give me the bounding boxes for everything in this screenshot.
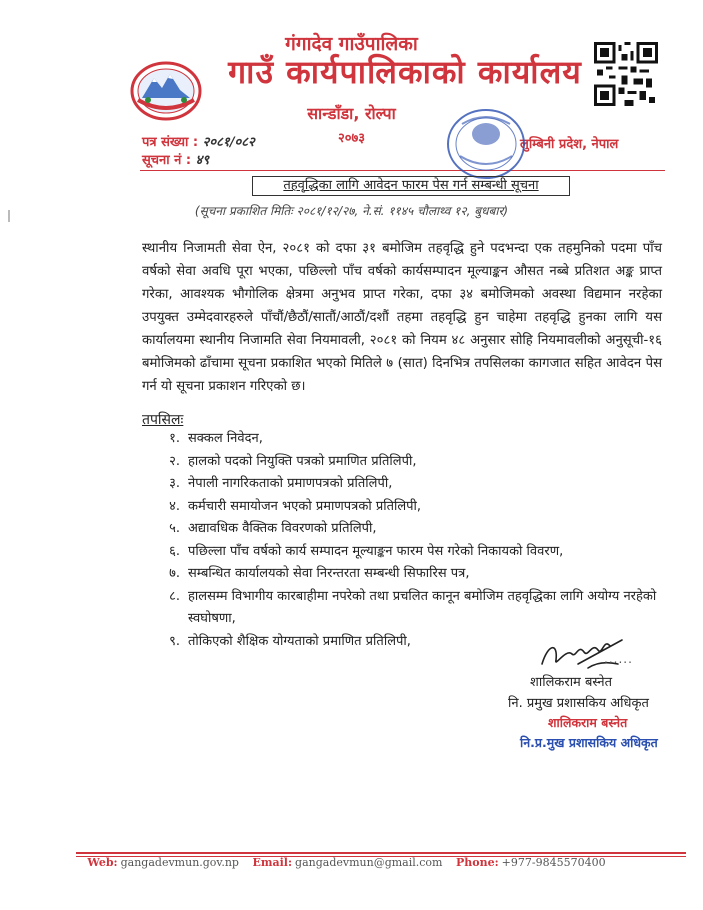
office-name: गाउँ कार्यपालिकाको कार्यालय	[228, 53, 582, 91]
list-item	[142, 473, 662, 496]
list-item-text: नेपाली नागरिकताको प्रमाणपत्रको प्रतिलिपी,	[188, 476, 393, 491]
list-item-text: तोकिएको शैक्षिक योग्यताको प्रमाणित प्रतिलिपी,	[188, 633, 411, 649]
letter-no-label: पत्र संख्या :	[142, 135, 199, 150]
list-item-text: सम्बन्धित कार्यालयको सेवा निरन्तरता सम्बन्धी सिफारिस पत्र,	[188, 566, 470, 581]
established-year: २०७३	[337, 131, 366, 146]
letter-no-value: २०८१/०८२	[202, 135, 255, 150]
list-item-text: सक्कल निवेदन,	[188, 431, 263, 446]
signatory-name: शालिकराम बस्नेत	[530, 675, 612, 690]
footer-divider	[76, 852, 686, 854]
details-heading: तपसिलः	[142, 412, 184, 428]
notice-title: तहवृद्धिका लागि आवेदन फारम पेस गर्न सम्बन्धी सूचना	[252, 176, 570, 196]
list-item-number: ५.	[169, 521, 180, 536]
list-item-text: पछिल्ला पाँच वर्षको कार्य सम्पादन मूल्याङ्कन फारम पेस गरेको निकायको विवरण,	[188, 543, 564, 559]
list-item-number: ४.	[169, 498, 180, 514]
notice-no-label: सूचना नं :	[142, 153, 192, 168]
phone-number: +977-9845570400	[501, 856, 606, 869]
list-item-number: ९.	[169, 633, 180, 649]
web-label: Web:	[87, 856, 118, 869]
published-date: (सूचना प्रकाशित मितिः २०८१/१२/२७, ने.सं. ११४५ चौलाथ्व १२, बुधबार)	[194, 204, 509, 218]
list-item	[142, 451, 662, 474]
signatory-title: नि. प्रमुख प्रशासकिय अधिकृत	[508, 696, 649, 711]
list-item	[142, 518, 662, 541]
email-label: Email:	[252, 856, 293, 869]
reference-block	[142, 134, 255, 170]
list-item	[142, 563, 662, 586]
list-item-text: हालको पदको नियुक्ति पत्रको प्रमाणित प्रतिलिपी,	[188, 453, 417, 469]
email-link[interactable]: gangadevmun@gmail.com	[295, 856, 443, 869]
list-item-text: अद्यावधिक वैक्तिक विवरणको प्रतिलिपी,	[188, 521, 377, 536]
seal-title: नि.प्र.मुख प्रशासकिय अधिकृत	[520, 735, 658, 750]
notice-body: स्थानीय निजामती सेवा ऐन, २०८१ को दफा ३१ बमोजिम तहवृद्धि हुने पदभन्दा एक तहमुनिको पदमा पाँच वर्षको सेवा अवधि पूरा भएका, पछिल्लो पाँच वर्षको कार्यसम्पादन मूल्याङ्कन औसत नब्बे प्रतिशत अङ्क प्राप्त गरेका, आवश्यक भौगोलिक क्षेत्रमा अनुभव प्राप्त गरेका, दफा ३४ बमोजिमको अवस्था विद्यमान नरहेका उपयुक्त उम्मेदवारहरुले पाँचौं/छैठौं/सातौं/आठौं/दशौं तहमा तहवृद्धि हुन चाहेमा तहवृद्धि हुनका लागि यस कार्यालयमा स्थानीय निजामति सेवा नियमावली, २०८१ को नियम ४८ अनुसार सोहि नियमावलीको अनुसूची-१६ बमोजिमको ढाँचामा सूचना प्रकाशित भएको मितिले ७ (सात) दिनभित्र तपसिलका कागजात सहित आवेदन पेस गर्न यो सूचना प्रकाशन गरिएको छ।	[142, 241, 662, 394]
list-item-number: ७.	[169, 566, 180, 581]
list-item-number: ३.	[169, 476, 180, 491]
website-link[interactable]: gangadevmun.gov.np	[120, 856, 239, 869]
qr-code	[594, 42, 658, 106]
margin-mark	[8, 210, 10, 222]
list-item-number: ६.	[169, 543, 180, 559]
header-divider	[140, 170, 665, 171]
list-item	[142, 586, 662, 631]
list-item	[142, 428, 662, 451]
seal-name: शालिकराम बस्नेत	[548, 715, 628, 730]
office-seal-stamp	[440, 104, 532, 182]
province-name: लुम्बिनी प्रदेश, नेपाल	[520, 137, 619, 152]
documents-list	[142, 428, 662, 653]
list-item	[142, 496, 662, 519]
list-item-text: हालसम्म विभागीय कारबाहीमा नपरेको तथा प्रचलित कानून बमोजिम तहवृद्धिका लागि अयोग्य नरहेको स्वघोषणा,	[188, 588, 657, 626]
list-item-number: १.	[169, 431, 180, 446]
phone-label: Phone:	[455, 856, 499, 869]
list-item-number: २.	[169, 453, 180, 469]
notice-no-value: ४९	[195, 153, 210, 168]
list-item-text: कर्मचारी समायोजन भएको प्रमाणपत्रको प्रतिलिपी,	[188, 498, 422, 514]
list-item	[142, 541, 662, 564]
municipality-name: गंगादेव गाउँपालिका	[285, 33, 418, 55]
list-item-number: ८.	[169, 588, 180, 604]
footer-contact	[0, 856, 703, 869]
office-place: सान्डाँडा, रोल्पा	[307, 104, 396, 123]
signature-dots: ......	[604, 652, 633, 666]
